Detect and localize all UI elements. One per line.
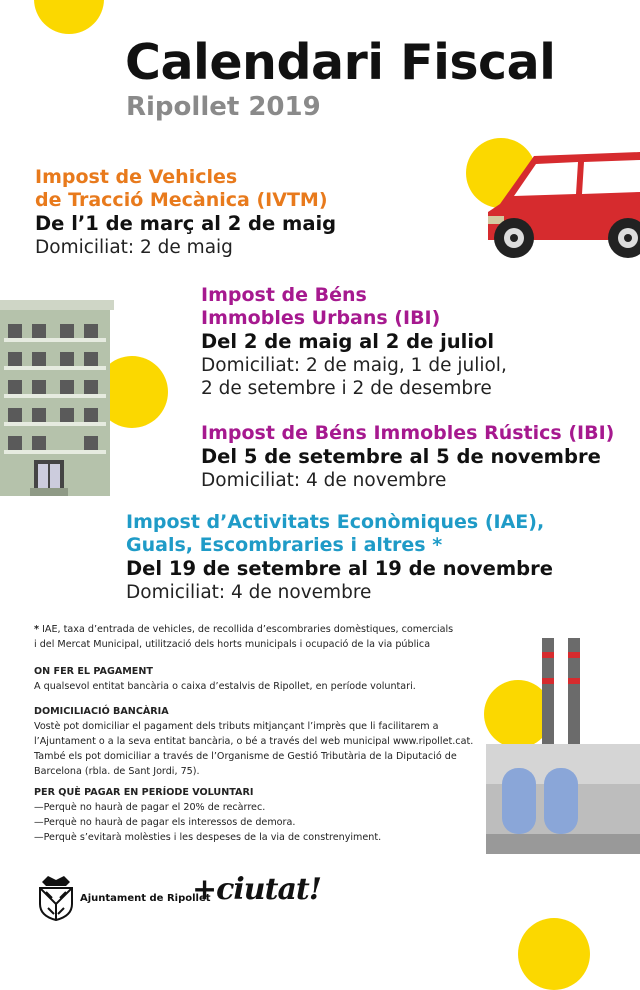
- info-line: —Perquè no haurà de pagar els interessos de demora.: [34, 817, 296, 828]
- footnote: [34, 622, 464, 652]
- tax-ivtm: [35, 166, 336, 259]
- info-on-fer-pagament: [34, 664, 416, 694]
- tax-ibi-rustics-dates: Del 5 de setembre al 5 de novembre: [201, 445, 601, 468]
- info-line: l’Ajuntament o a la seva entitat bancària, o bé a través del web municipal www.ripollet.cat.: [34, 736, 474, 747]
- tax-iae-domiciliat: Domiciliat: 4 de novembre: [126, 582, 372, 603]
- decor-circle-top: [34, 0, 104, 34]
- info-heading: ON FER EL PAGAMENT: [34, 666, 153, 677]
- info-line: Vostè pot domiciliar el pagament dels tributs mitjançant l’imprès que li facilitarem a: [34, 721, 439, 732]
- info-line: —Perquè s’evitarà molèsties i les despeses de la via de constrenyiment.: [34, 832, 382, 843]
- slogan-logo: +ciutat!: [192, 872, 321, 907]
- info-heading: DOMICILIACIÓ BANCÀRIA: [34, 706, 169, 717]
- tax-ibi-rustics-title: Impost de Béns Immobles Rústics (IBI): [201, 422, 615, 444]
- footnote-line1: * IAE, taxa d’entrada de vehicles, de recollida d’escombraries domèstiques, comercials: [34, 624, 454, 635]
- tax-ivtm-title-line2: de Tracció Mecànica (IVTM): [35, 189, 328, 211]
- car-illustration: [478, 146, 640, 264]
- tax-iae: [126, 511, 553, 604]
- tax-iae-title-line1: Impost d’Activitats Econòmiques (IAE),: [126, 511, 545, 533]
- tax-ibi-rustics-domiciliat: Domiciliat: 4 de novembre: [201, 470, 447, 491]
- ajuntament-name: Ajuntament de Ripollet: [80, 893, 211, 904]
- tax-ivtm-title-line1: Impost de Vehicles: [35, 166, 238, 188]
- page-title: Calendari Fiscal: [125, 34, 556, 91]
- building-illustration: [0, 300, 114, 496]
- info-line: Barcelona (rbla. de Sant Jordi, 75).: [34, 766, 200, 777]
- factory-illustration: [486, 638, 640, 854]
- info-heading: PER QUÈ PAGAR EN PERÍODE VOLUNTARI: [34, 787, 254, 798]
- tax-ibi-urbans-domiciliat-line2: 2 de setembre i 2 de desembre: [201, 378, 492, 399]
- tax-ivtm-dates: De l’1 de març al 2 de maig: [35, 212, 337, 235]
- footnote-star: *: [34, 624, 40, 635]
- info-line: També els pot domiciliar a través de l’Organisme de Gestió Tributària de la Diputació de: [34, 751, 457, 762]
- info-domiciliacio: [34, 704, 473, 779]
- tax-iae-title-line2: Guals, Escombraries i altres *: [126, 534, 443, 556]
- info-line: A qualsevol entitat bancària o caixa d’estalvis de Ripollet, en període voluntari.: [34, 681, 416, 692]
- tax-ivtm-domiciliat: Domiciliat: 2 de maig: [35, 237, 233, 258]
- coat-of-arms-icon: [36, 874, 76, 922]
- info-periode-voluntari: [34, 785, 381, 845]
- footnote-line2: i del Mercat Municipal, utilització dels horts municipals i ocupació de la via pública: [34, 639, 431, 650]
- tax-ibi-urbans-dates: Del 2 de maig al 2 de juliol: [201, 330, 495, 353]
- tax-ibi-rustics: [201, 422, 614, 492]
- tax-iae-dates: Del 19 de setembre al 19 de novembre: [126, 557, 553, 580]
- tax-ibi-urbans: [201, 284, 507, 400]
- tax-ibi-urbans-title-line2: Immobles Urbans (IBI): [201, 307, 441, 329]
- tax-ibi-urbans-title-line1: Impost de Béns: [201, 284, 367, 306]
- decor-circle-bottom: [518, 918, 590, 990]
- info-line: —Perquè no haurà de pagar el 20% de recàrrec.: [34, 802, 266, 813]
- page-subtitle: Ripollet 2019: [126, 92, 321, 122]
- tax-ibi-urbans-domiciliat-line1: Domiciliat: 2 de maig, 1 de juliol,: [201, 355, 507, 376]
